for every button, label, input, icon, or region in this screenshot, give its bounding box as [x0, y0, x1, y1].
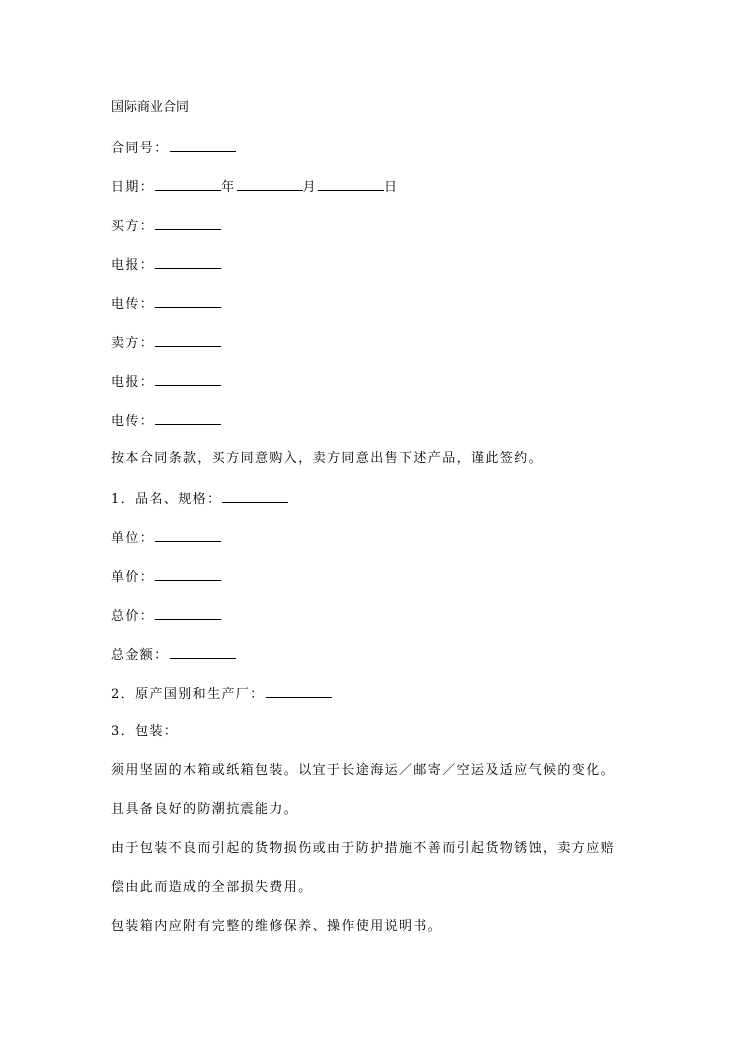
seller-telegram-line	[111, 373, 221, 391]
month-label: 月	[302, 180, 318, 195]
buyer-blank	[155, 217, 221, 230]
seller-label: 卖方：	[111, 336, 155, 351]
buyer-telegram-label: 电报：	[111, 258, 155, 273]
seller-telegram-label: 电报：	[111, 375, 155, 390]
item1-blank	[222, 490, 288, 503]
seller-blank	[155, 334, 221, 347]
seller-fax-label: 电传：	[111, 414, 155, 429]
total-price-blank	[155, 607, 221, 620]
buyer-fax-blank	[155, 295, 221, 308]
buyer-telegram-blank	[155, 256, 221, 269]
unit-price-label: 单价：	[111, 570, 155, 585]
packaging-paragraph-2: 且具备良好的防潮抗震能力。	[111, 802, 299, 817]
item2-label: 2．原产国别和生产厂：	[111, 687, 265, 702]
packaging-paragraph-1: 须用坚固的木箱或纸箱包装。以宜于长途海运／邮寄／空运及适应气候的变化。	[111, 763, 616, 778]
contract-number-line	[111, 139, 236, 157]
buyer-line	[111, 217, 221, 235]
unit-line	[111, 529, 221, 547]
item3-line: 3．包装：	[111, 724, 179, 739]
total-amount-label: 总金额：	[111, 648, 169, 663]
date-label: 日期：	[111, 180, 155, 195]
buyer-fax-label: 电传：	[111, 297, 155, 312]
unit-label: 单位：	[111, 531, 155, 546]
unit-blank	[155, 529, 221, 542]
day-label: 日	[384, 180, 399, 195]
buyer-fax-line	[111, 295, 221, 313]
day-blank	[318, 178, 384, 191]
contract-number-blank	[170, 139, 236, 152]
seller-telegram-blank	[155, 373, 221, 386]
document-title: 国际商业合同	[111, 100, 190, 115]
item2-blank	[266, 685, 332, 698]
date-line	[111, 178, 398, 196]
total-amount-line	[111, 646, 236, 664]
item1-label: 1．品名、规格：	[111, 492, 222, 507]
unit-price-blank	[155, 568, 221, 581]
month-blank	[237, 178, 303, 191]
intro-paragraph: 按本合同条款，买方同意购入，卖方同意出售下述产品，谨此签约。	[111, 451, 544, 466]
year-label: 年	[221, 180, 236, 195]
packaging-paragraph-4: 偿由此而造成的全部损失费用。	[111, 880, 313, 895]
item2-line	[111, 685, 332, 703]
year-blank	[155, 178, 221, 191]
contract-number-label: 合同号：	[111, 141, 169, 156]
seller-fax-blank	[155, 412, 221, 425]
item1-line	[111, 490, 288, 508]
buyer-telegram-line	[111, 256, 221, 274]
total-price-label: 总价：	[111, 609, 155, 624]
total-price-line	[111, 607, 221, 625]
total-amount-blank	[170, 646, 236, 659]
unit-price-line	[111, 568, 221, 586]
seller-line	[111, 334, 221, 352]
seller-fax-line	[111, 412, 221, 430]
packaging-paragraph-3: 由于包装不良而引起的货物损伤或由于防护措施不善而引起货物锈蚀，卖方应赔	[111, 841, 616, 856]
buyer-label: 买方：	[111, 219, 155, 234]
packaging-paragraph-5: 包装箱内应附有完整的维修保养、操作使用说明书。	[111, 919, 443, 934]
